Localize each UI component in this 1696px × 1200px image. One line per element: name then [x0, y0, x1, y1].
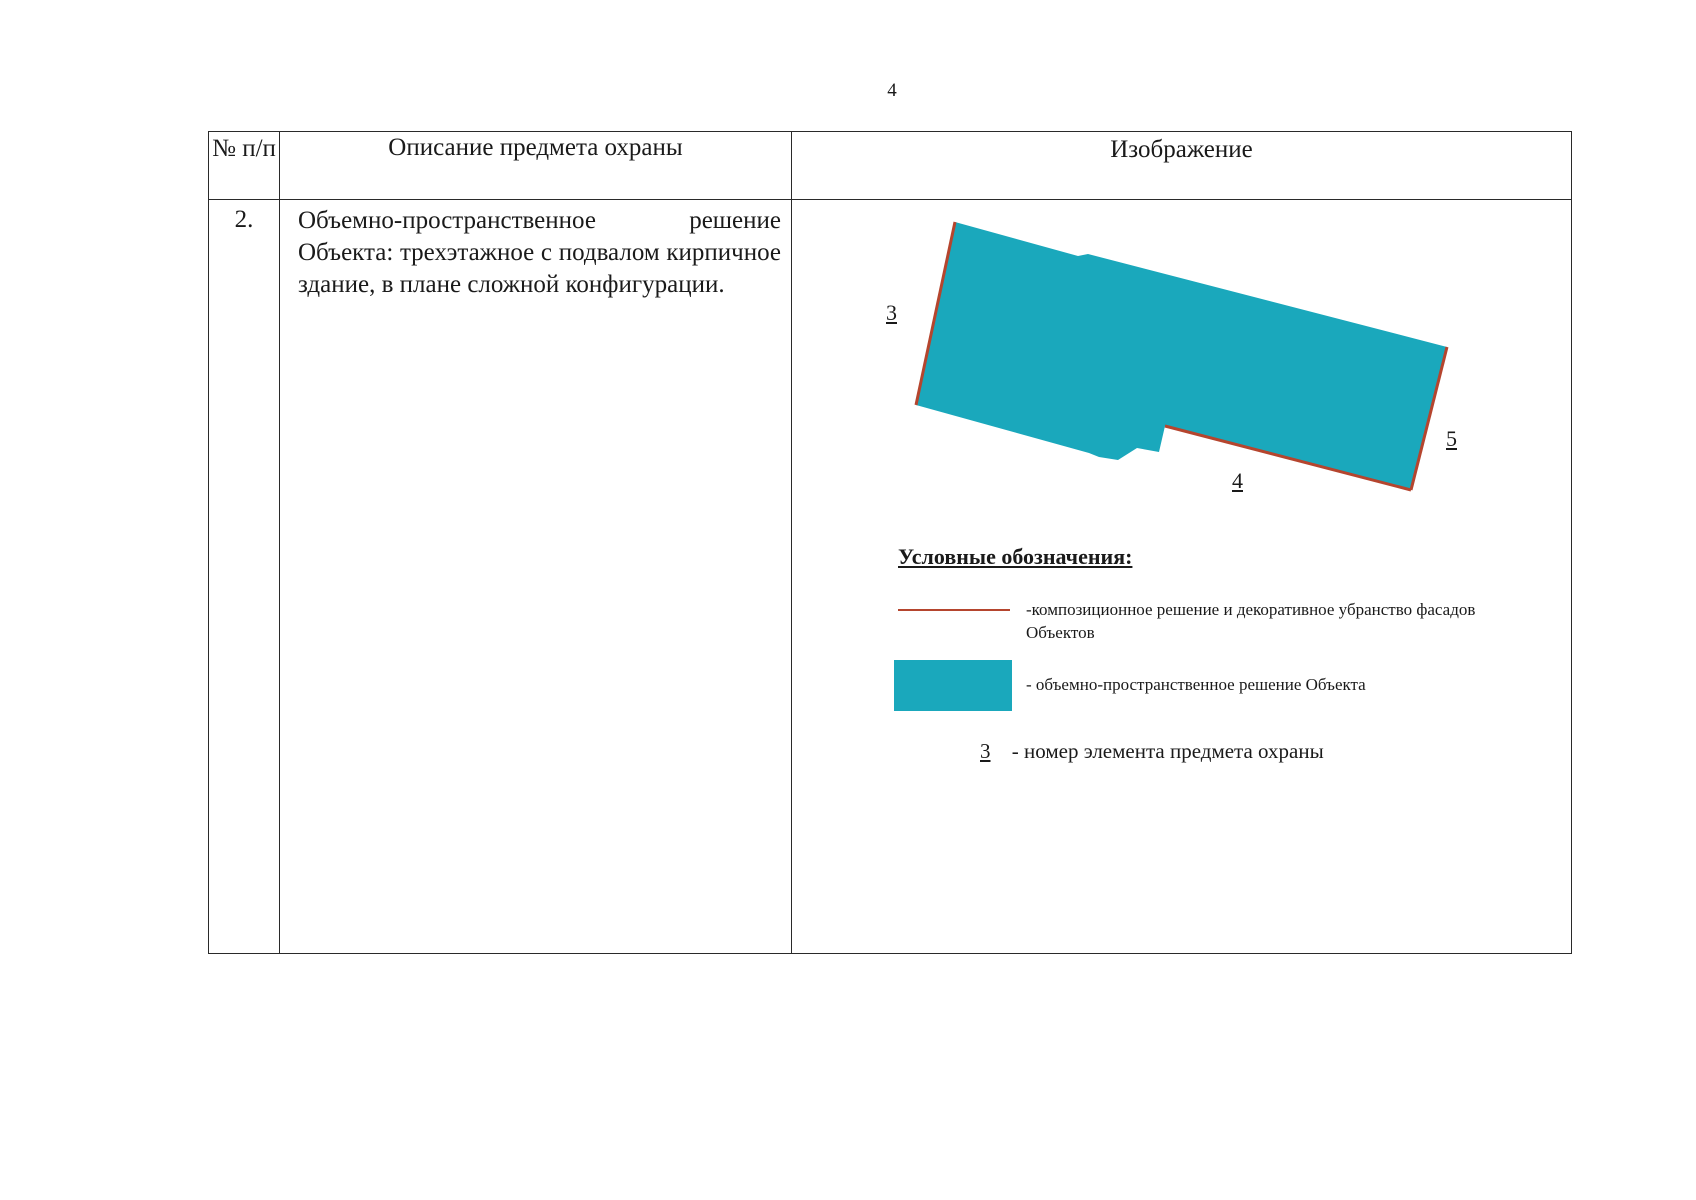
table-row — [209, 200, 1572, 954]
row-number: 2. — [209, 200, 280, 954]
plan-label-3: 3 — [886, 300, 897, 325]
table-header-row — [209, 132, 1572, 200]
building-footprint — [916, 222, 1447, 490]
protection-subject-table — [208, 131, 1572, 954]
legend-line-label: -композиционное решение и декоративное убранство фасадов Объектов — [1026, 600, 1476, 642]
plan-label-4: 4 — [1232, 468, 1243, 493]
building-plan — [792, 200, 1572, 960]
legend-fill-label: - объемно-пространственное решение Объекта — [1026, 675, 1366, 694]
header-description: Описание предмета охраны — [280, 132, 792, 200]
legend-number-sample: 3 — [980, 739, 991, 763]
legend-number-label: - номер элемента предмета охраны — [1011, 739, 1324, 763]
row-description: Объемно-пространственное решение Объекта: трехэтажное с подвалом кирпичное здание, в плане сложной конфигурации. — [280, 200, 792, 954]
page-number: 4 — [887, 80, 897, 101]
legend-fill-swatch — [894, 660, 1012, 711]
plan-label-5: 5 — [1446, 426, 1457, 451]
legend-line-swatch — [898, 609, 1010, 611]
header-number: № п/п — [209, 132, 280, 200]
header-image: Изображение — [792, 132, 1572, 200]
row-image-cell — [792, 200, 1572, 954]
legend-number-row — [980, 739, 1324, 764]
legend-title: Условные обозначения: — [898, 544, 1133, 569]
